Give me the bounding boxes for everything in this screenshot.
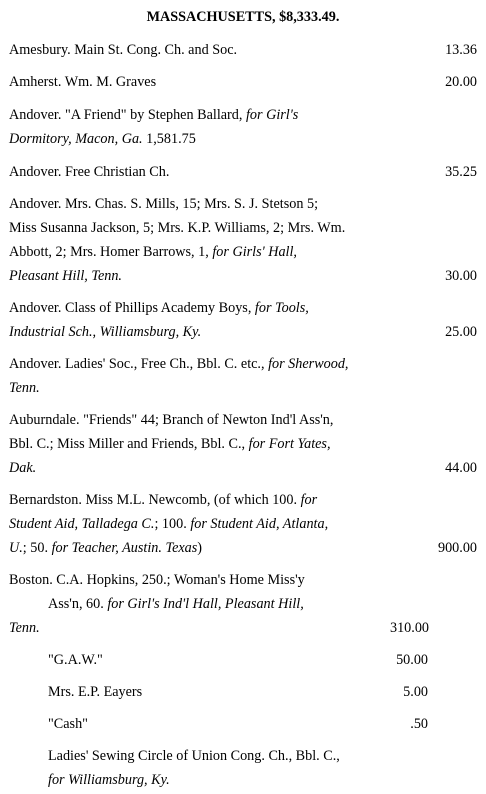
entry-text: Bernardston. Miss M.L. Newcomb, (of which 100. for Student Aid, Talladega C.; 100. for Student Aid, Atlanta, U.; 50. for Teacher, Austin. Texas) — [9, 492, 329, 556]
entry-text: Amherst. Wm. M. Graves — [9, 74, 157, 90]
sub-entry-text: Ladies' Sewing Circle of Union Cong. Ch., Bbl. C., for Williamsburg, Ky. — [48, 748, 340, 788]
entry-text: Amesbury. Main St. Cong. Ch. and Soc. — [9, 42, 238, 58]
entry-designation: for Tools, Industrial Sch., Williamsburg, Ky. — [9, 300, 309, 340]
entry-amount: 900.00 — [437, 540, 477, 556]
entry-amount: 13.36 — [445, 42, 477, 58]
sub-entry-text: "G.A.W." — [48, 652, 103, 668]
entry-andover-free-christian — [9, 160, 477, 184]
entry-amount: 310.00 — [389, 620, 429, 636]
sub-entry-eayers — [48, 680, 428, 704]
entry-text-line1: Boston. C.A. Hopkins, 250.; Woman's Home Miss'y — [9, 572, 305, 588]
entry-designation: for Girl's Dormitory, Macon, Ga. — [9, 107, 299, 147]
entry-andover-mills — [9, 192, 477, 288]
entry-inline-amount: 1,581.75 — [142, 131, 196, 147]
sub-entry-cash — [48, 712, 428, 736]
entry-auburndale — [9, 408, 477, 480]
entry-text: Andover. Ladies' Soc., Free Ch., Bbl. C. etc., for Sherwood, Tenn. — [9, 356, 349, 396]
entry-amount: 44.00 — [445, 460, 477, 476]
section-heading: MASSACHUSETTS, $8,333.49. — [146, 9, 340, 25]
entry-designation: for Sherwood, Tenn. — [9, 356, 349, 396]
entry-text: Andover. Mrs. Chas. S. Mills, 15; Mrs. S. J. Stetson 5; Miss Susanna Jackson, 5; Mrs. K.P. Williams, 2; Mrs. Wm. Abbott, 2; Mrs. Homer Barrows, 1, for Girls' Hall, Pleasant Hill, Tenn. — [9, 196, 346, 284]
entry-text: Andover. "A Friend" by Stephen Ballard, for Girl's Dormitory, Macon, Ga. 1,581.75 — [9, 107, 299, 147]
entry-andover-a-friend — [9, 103, 477, 151]
entry-amount: 30.00 — [445, 268, 477, 284]
entry-text: Andover. Class of Phillips Academy Boys, for Tools, Industrial Sch., Williamsburg, Ky. — [9, 300, 309, 340]
sub-entry-amount: 50.00 — [396, 652, 428, 668]
entry-amount: 25.00 — [445, 324, 477, 340]
entry-text: Auburndale. "Friends" 44; Branch of Newton Ind'l Ass'n, Bbl. C.; Miss Miller and Friends, Bbl. C., for Fort Yates, Dak. — [9, 412, 334, 476]
entry-amount: 20.00 — [445, 74, 477, 90]
sub-entry-ladies-sewing-circle — [48, 744, 428, 792]
entry-designation: for Girls' Hall, Pleasant Hill, Tenn. — [9, 244, 297, 284]
entry-amesbury — [9, 38, 477, 62]
entry-boston — [9, 568, 429, 640]
sub-entry-amount: 5.00 — [403, 684, 428, 700]
entry-designation: for Fort Yates, Dak. — [9, 436, 331, 476]
entry-amount: 35.25 — [445, 164, 477, 180]
sub-entry-amount: .50 — [410, 716, 428, 732]
sub-entry-text: Mrs. E.P. Eayers — [48, 684, 143, 700]
sub-entry-text: "Cash" — [48, 716, 88, 732]
entry-designation: for Williamsburg, Ky. — [48, 772, 170, 788]
sub-entry-gaw — [48, 648, 428, 672]
entry-bernardston — [9, 488, 477, 560]
entry-amherst — [9, 70, 477, 94]
entry-andover-ladies-soc — [9, 352, 477, 400]
entry-text: Andover. Free Christian Ch. — [9, 164, 170, 180]
entry-text-line3: Tenn. — [9, 620, 40, 636]
entry-andover-phillips — [9, 296, 477, 344]
entry-text-line2: Ass'n, 60. for Girl's Ind'l Hall, Pleasant Hill, — [48, 596, 304, 612]
